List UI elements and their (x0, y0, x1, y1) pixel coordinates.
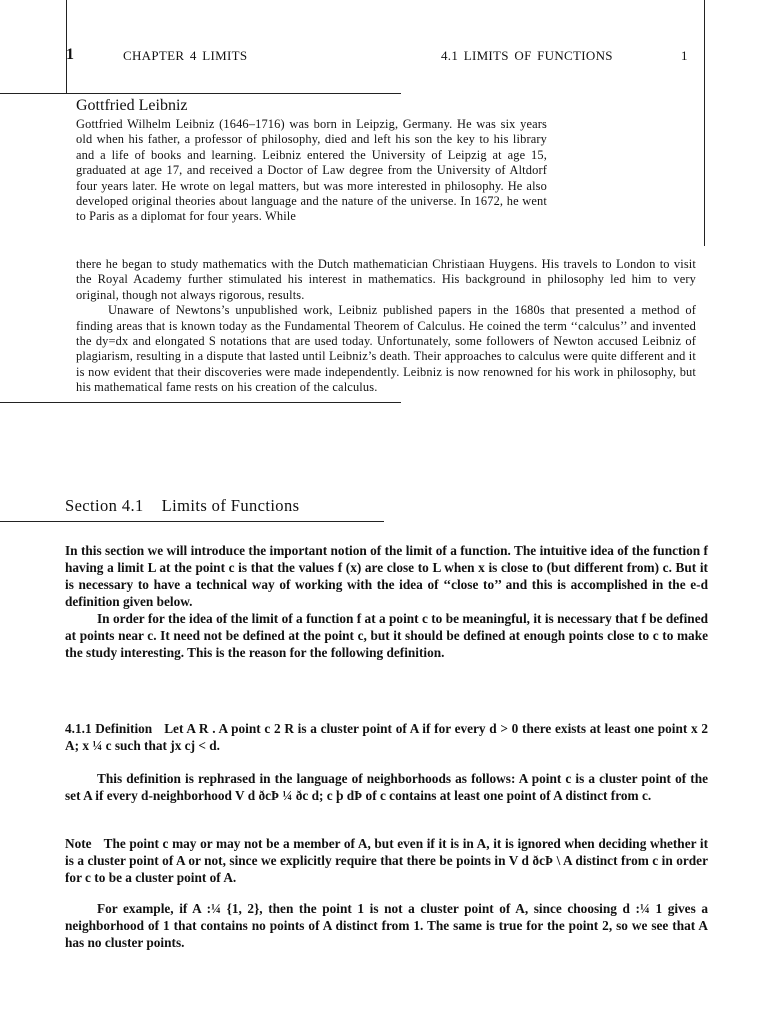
crop-line-right-vertical (704, 0, 705, 246)
intro-block (65, 542, 708, 661)
biography-paragraph-1-continued: there he began to study mathematics with the Dutch mathematician Christiaan Huygens. His travels to London to visit the Royal Academy further stimulated his interest in mathematics. His background in philosophy led him to very original, though not always rigorous, results. (76, 257, 696, 302)
note-label: Note (65, 836, 92, 851)
intro-paragraph-2: In order for the idea of the limit of a function f at a point c to be meaningful, it is necessary that f be defined at points near c. It need not be defined at the point c, but it should be defined at enough points close to c to make the study interesting. This is the reason for the following definition. (65, 611, 708, 660)
example-paragraph: For example, if A :¼ {1, 2}, then the point 1 is not a cluster point of A, since choosing d :¼ 1 gives a neighborhood of 1 that contains no points of A distinct from 1. The same is true for the point 2, so we see that A has no cluster points. (65, 901, 708, 950)
right-page-number: 1 (681, 48, 688, 63)
biography-paragraph-1: Gottfried Wilhelm Leibniz (1646–1716) was born in Leipzig, Germany. He was six years old when his father, a professor of philosophy, died and left his son the key to his library and a life of books and learning. Leibniz entered the University of Leipzig at age 15, graduated at age 17, and received a Doctor of Law degree from the University of Altdorf four years later. He wrote on legal matters, but was more interested in philosophy. He also developed original theories about language and the nature of the universe. In 1672, he went to Paris as a diplomat for four years. While (76, 117, 547, 224)
crop-line-middle-horizontal (0, 402, 401, 403)
section-heading (65, 496, 299, 516)
intro-paragraph-1: In this section we will introduce the important notion of the limit of a function. The intuitive idea of the function f having a limit L at the point c is that the values f (x) are close to L when x is close to (but different from) c. But it is necessary to have a technical way of working with the idea of ‘‘close to’’ and this is accomplished in the e-d definition given below. (65, 543, 708, 609)
running-head-section: 4.1 LIMITS OF FUNCTIONS (441, 48, 613, 63)
section-number: Section 4.1 (65, 496, 144, 515)
biography-narrow-text (76, 117, 547, 225)
section-title: Limits of Functions (161, 496, 300, 515)
biography-wide-text (76, 257, 696, 396)
example-block (65, 900, 708, 951)
definition-text: Let A R . A point c 2 R is a cluster point of A if for every d > 0 there exists at least one point x 2 A; x ¼ c such that jx cj < d. (65, 721, 708, 753)
rephrase-paragraph: This definition is rephrased in the language of neighborhoods as follows: A point c is a cluster point of the set A if every d-neighborhood V d ðcÞ ¼ ðc d; c þ dÞ of c contains at least one point of A distinct from c. (65, 771, 708, 803)
left-page-number: 1 (66, 46, 74, 63)
running-head-chapter: CHAPTER 4 LIMITS (123, 48, 248, 63)
rephrase-block (65, 770, 708, 804)
note-text: The point c may or may not be a member of A, but even if it is in A, it is ignored when deciding whether it is a cluster point of A or not, since we explicitly require that there be points in V d ðcÞ \ A distinct from c in order for c to be a cluster point of A. (65, 836, 708, 885)
crop-line-top-horizontal (0, 93, 401, 94)
definition-label: 4.1.1 Definition (65, 721, 153, 736)
definition-block (65, 720, 708, 754)
biography-paragraph-2: Unaware of Newtons’s unpublished work, Leibniz published papers in the 1680s that presented a method of finding areas that is known today as the Fundamental Theorem of Calculus. He coined the term ‘‘calculus’’ and invented the dy=dx and elongated S notations that are used today. Unfortunately, some followers of Newton accused Leibniz of plagiarism, resulting in a dispute that lasted until Leibniz’s death. Their approaches to calculus were quite different and it is now evident that their discoveries were made independently. Leibniz is now renowned for his work in philosophy, but his mathematical fame rests on his creation of the calculus. (76, 303, 696, 395)
section-title-rule (0, 521, 384, 522)
note-block (65, 835, 708, 886)
biography-title: Gottfried Leibniz (76, 97, 188, 114)
